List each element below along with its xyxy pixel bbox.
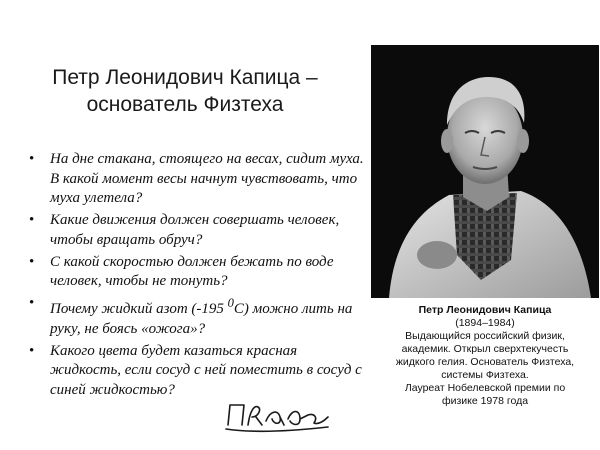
question-text: Какие движения должен совершать человек, чтобы вращать обруч? [50, 212, 340, 248]
caption-line: системы Физтеха. [441, 369, 529, 381]
question-item [26, 294, 371, 339]
bullet-icon: • [29, 342, 35, 359]
question-text-end: С) можно лить на руку, не боясь «ожога»? [50, 301, 353, 337]
bullet-icon: • [29, 151, 35, 167]
question-item [26, 342, 371, 401]
caption-line: академик. Открыл сверхтекучесть [401, 343, 569, 355]
slide-title [10, 64, 360, 118]
question-item [26, 211, 371, 250]
question-item [26, 150, 371, 209]
caption-line: Выдающийся российский физик, [405, 330, 565, 342]
caption-years: (1894–1984) [455, 317, 515, 329]
question-text: Какого цвета будет казаться красная жидкость, если сосуд с ней поместить в сосуд с синей жидкостью? [50, 342, 362, 398]
question-list [26, 150, 371, 403]
bullet-icon: • [29, 295, 35, 311]
question-text-start: Почему жидкий азот (-195 [50, 301, 228, 317]
caption-line: жидкого гелия. Основатель Физтеха, [395, 356, 575, 368]
caption-line: физике 1978 года [441, 395, 529, 407]
portrait-photo [371, 45, 599, 298]
portrait-caption [374, 304, 596, 408]
portrait-illustration [371, 45, 599, 298]
question-item [26, 253, 371, 292]
caption-line: Лауреат Нобелевской премии по [404, 382, 566, 394]
degree-superscript: 0 [227, 296, 234, 310]
title-line-2: основатель Физтеха [86, 93, 284, 116]
caption-name: Петр Леонидович Капица [418, 304, 552, 316]
question-text: На дне стакана, стоящего на весах, сидит муха. В какой момент весы начнут чувствовать, что муха улетела? [50, 151, 364, 206]
bullet-icon: • [29, 212, 35, 228]
handwritten-signature [222, 395, 332, 435]
question-text [50, 296, 353, 337]
title-line-1: Петр Леонидович Капица – [52, 66, 318, 89]
bullet-icon: • [29, 253, 35, 270]
question-text: С какой скоростью должен бежать по воде человек, чтобы не тонуть? [50, 253, 334, 289]
